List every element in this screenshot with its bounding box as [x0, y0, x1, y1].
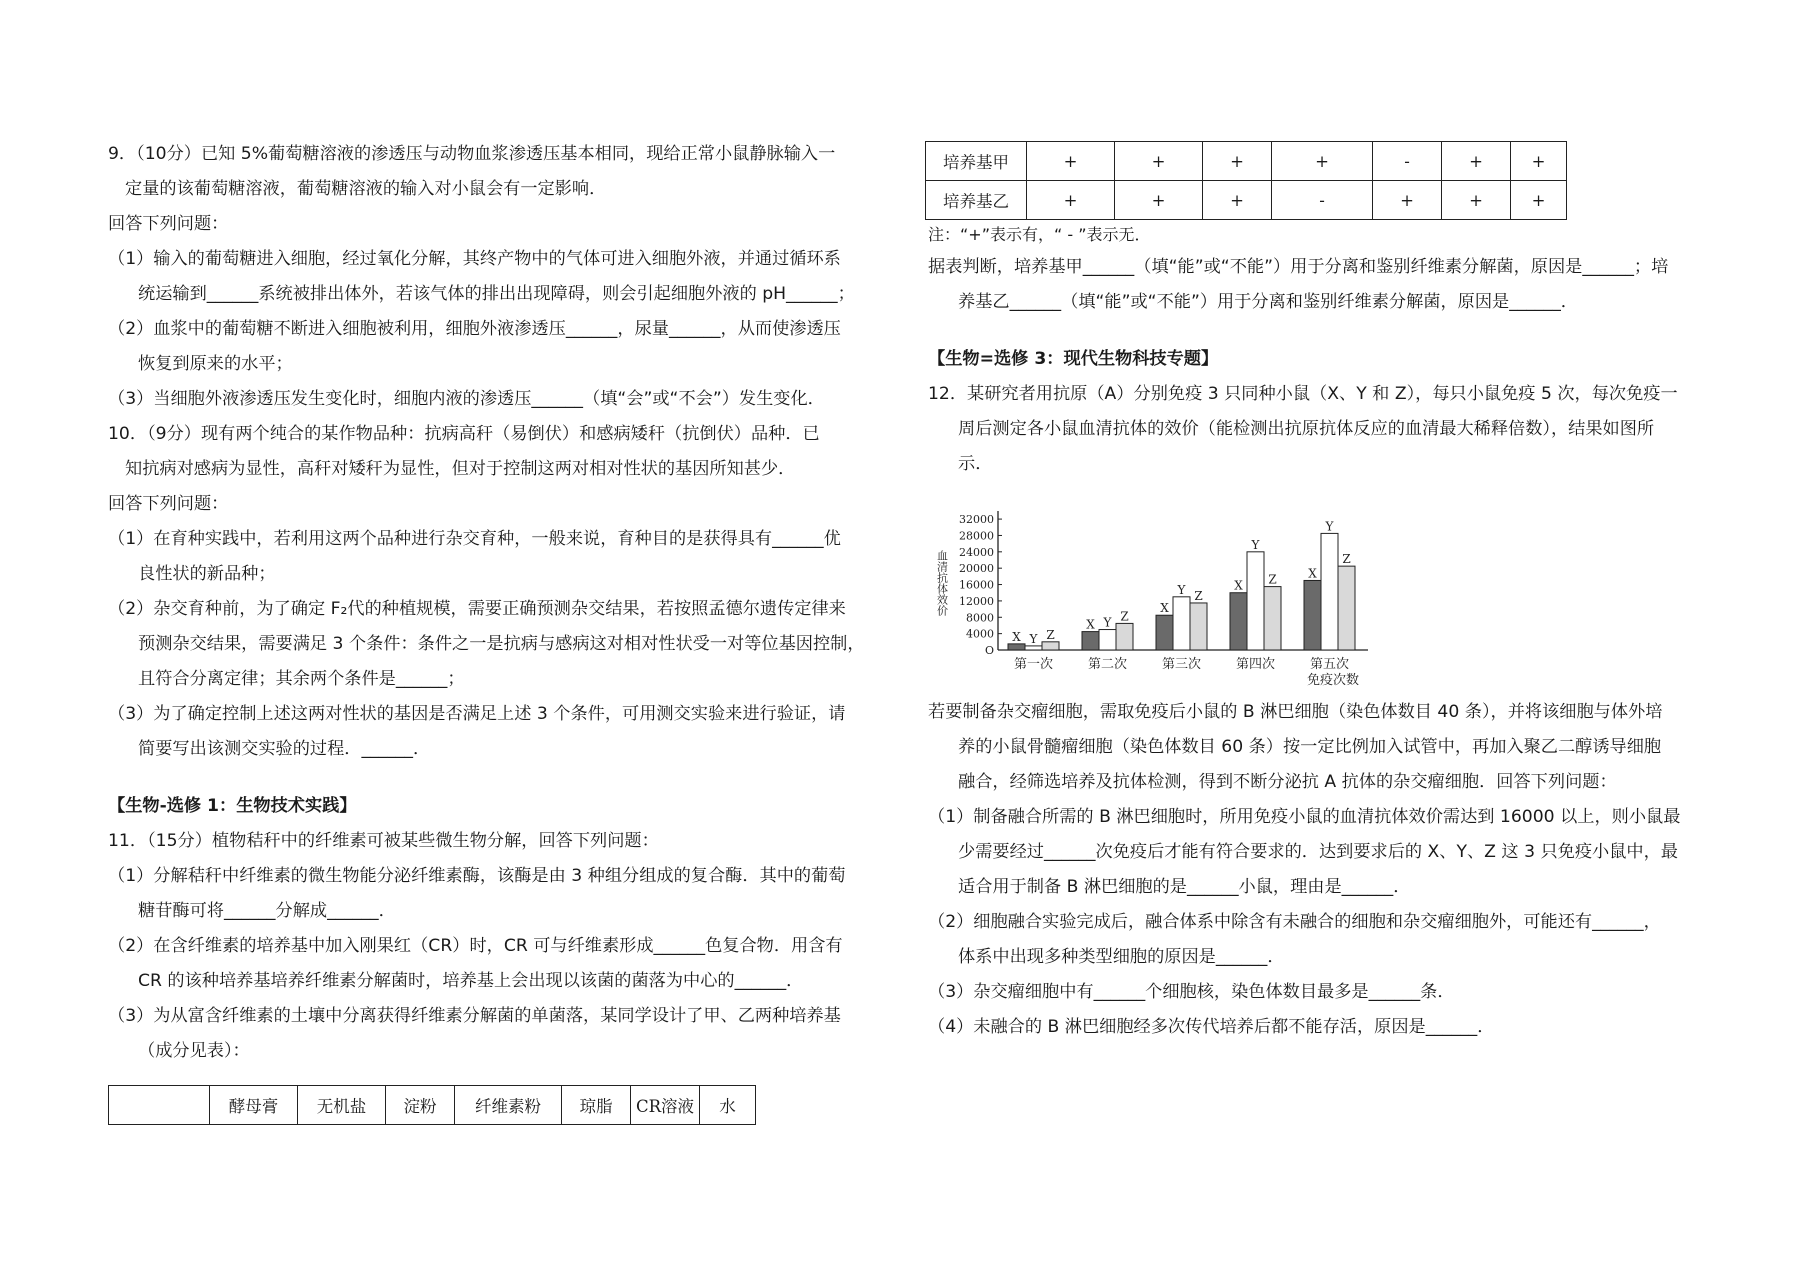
bar-series-label: Y [1177, 582, 1186, 597]
bar-y [1321, 533, 1338, 650]
bar-series-label: Z [1342, 552, 1351, 567]
y-tick-label: 12000 [959, 594, 994, 608]
right-column-bottom [928, 695, 1748, 1045]
table-row [926, 181, 1567, 220]
q10-2-line: 且符合分离定律；其余两个条件是______； [138, 669, 465, 689]
medium-signs-table [925, 141, 1567, 220]
table-cell: + [1442, 181, 1511, 220]
q12-4-line: （4）未融合的 B 淋巴细胞经多次传代培养后都不能存活，原因是______． [928, 1017, 1495, 1037]
q9-1-line: 统运输到______系统被排出体外，若该气体的排出出现障碍，则会引起细胞外液的 pH______； [138, 284, 855, 304]
bar-x [1304, 580, 1321, 650]
table-cell: + [1027, 142, 1115, 181]
y-tick-label: 28000 [959, 529, 994, 543]
bar-y [1247, 552, 1264, 650]
section-header-elective-1: 【生物-选修 1：生物技术实践】 [108, 796, 357, 816]
q12-2-line: （2）细胞融合实验完成后，融合体系中除含有未融合的细胞和杂交瘤细胞外，可能还有______， [928, 912, 1661, 932]
table-header-cell: CR溶液 [631, 1086, 700, 1125]
x-tick-label: 第五次 [1309, 657, 1350, 672]
table-cell: - [1272, 181, 1373, 220]
table-header-cell: 纤维素粉 [455, 1086, 562, 1125]
q9-line: 9．（10分）已知 5%葡萄糖溶液的渗透压与动物血浆渗透压基本相同，现给正常小鼠静脉输入一 [108, 144, 836, 164]
q10-1-line: （1）在育种实践中，若利用这两个品种进行杂交育种，一般来说，育种目的是获得具有______优 [108, 529, 841, 549]
y-tick-label: 24000 [959, 545, 994, 559]
section-header-elective-3: 【生物=选修 3：现代生物科技专题】 [928, 349, 1219, 369]
x-tick-label: 第二次 [1087, 657, 1128, 672]
table-cell [109, 1086, 210, 1125]
x-tick-label: 第三次 [1161, 657, 1202, 672]
bar-series-label: Z [1194, 588, 1203, 603]
bar-series-label: Y [1325, 519, 1334, 534]
q10-2-line: 预测杂交结果，需要满足 3 个条件：条件之一是抗病与感病这对相对性状受一对等位基因控制， [138, 634, 865, 654]
q10-1-line: 良性状的新品种； [138, 564, 276, 584]
bar-series-label: Z [1046, 627, 1055, 642]
q10-line: 10．（9分）现有两个纯合的某作物品种：抗病高秆（易倒伏）和感病矮秆（抗倒伏）品种．已 [108, 424, 820, 444]
q12-1-line: 适合用于制备 B 淋巴细胞的是______小鼠，理由是______． [958, 877, 1411, 897]
q11-3-line: （成分见表）： [138, 1041, 250, 1061]
bar-x [1082, 632, 1099, 650]
row-label: 培养基乙 [926, 181, 1027, 220]
q11-line: 11．（15分）植物秸秆中的纤维素可被某些微生物分解，回答下列问题： [108, 831, 659, 851]
q9-2-line: （2）血浆中的葡萄糖不断进入细胞被利用，细胞外液渗透压______，尿量______，从而使渗透压 [108, 319, 841, 339]
table-header-cell: 琼脂 [562, 1086, 631, 1125]
q12-1-line: （1）制备融合所需的 B 淋巴细胞时，所用免疫小鼠的血清抗体效价需达到 16000 以上，则小鼠最 [928, 807, 1681, 827]
table-note: 注：“+”表示有，“ - ”表示无． [928, 225, 1151, 244]
table-cell: + [1203, 181, 1272, 220]
q11-2-line: CR 的该种培养基培养纤维素分解菌时，培养基上会出现以该菌的菌落为中心的______． [138, 971, 804, 991]
bar-z [1190, 603, 1207, 650]
bar-series-label: Y [1103, 615, 1112, 630]
q12-body-line: 若要制备杂交瘤细胞，需取免疫后小鼠的 B 淋巴细胞（染色体数目 40 条），并将该细胞与体外培 [928, 702, 1663, 722]
bar-series-label: X [1012, 629, 1021, 644]
y-tick-label: 16000 [959, 578, 994, 592]
bar-z [1116, 623, 1133, 650]
table-cell: + [1027, 181, 1115, 220]
y-tick-label: 4000 [966, 627, 994, 641]
antibody-titer-chart [928, 505, 1388, 695]
y-axis-label: 血清抗体效价 [935, 550, 949, 616]
bar-y [1173, 597, 1190, 650]
bar-z [1338, 566, 1355, 650]
table-cell: + [1511, 142, 1567, 181]
bar-z [1264, 587, 1281, 650]
table-cell: + [1373, 181, 1442, 220]
q10-3-line: （3）为了确定控制上述这两对性状的基因是否满足上述 3 个条件，可用测交实验来进行验证，请 [108, 704, 846, 724]
bar-series-label: Z [1268, 572, 1277, 587]
bar-x [1230, 593, 1247, 650]
row-label: 培养基甲 [926, 142, 1027, 181]
q11-3-judge-line: 养基乙______（填“能”或“不能”）用于分离和鉴别纤维素分解菌，原因是______． [958, 292, 1578, 312]
bar-series-label: X [1308, 566, 1317, 581]
y-tick-label: 20000 [959, 562, 994, 576]
bar-x [1008, 644, 1025, 650]
x-axis-label: 免疫次数 [1306, 673, 1360, 688]
table-cell: + [1115, 181, 1203, 220]
table-cell: + [1115, 142, 1203, 181]
q9-1-line: （1）输入的葡萄糖进入细胞，经过氧化分解，其终产物中的气体可进入细胞外液，并通过循环系 [108, 249, 841, 269]
y-tick-label: 8000 [966, 611, 994, 625]
medium-components-table [108, 1085, 756, 1125]
bar-y [1025, 646, 1042, 650]
bar-series-label: X [1160, 601, 1169, 616]
bar-y [1099, 630, 1116, 650]
bar-series-label: Z [1120, 609, 1129, 624]
table-cell: + [1511, 181, 1567, 220]
bar-z [1042, 642, 1059, 650]
q12-1-line: 少需要经过______次免疫后才能有符合要求的．达到要求后的 X、Y、Z 这 3 只免疫小鼠中，最 [958, 842, 1678, 862]
table-header-row [109, 1086, 756, 1125]
y-tick-label: 32000 [959, 513, 994, 527]
q11-2-line: （2）在含纤维素的培养基中加入刚果红（CR）时，CR 可与纤维素形成______色复合物．用含有 [108, 936, 843, 956]
table-row [926, 142, 1567, 181]
q10-3-line: 简要写出该测交实验的过程．______． [138, 739, 431, 759]
q12-line: 周后测定各小鼠血清抗体的效价（能检测出抗原抗体反应的血清最大稀释倍数），结果如图所 [958, 419, 1655, 439]
q11-3-judge-line: 据表判断，培养基甲______（填“能”或“不能”）用于分离和鉴别纤维素分解菌，原因是______；培 [928, 257, 1669, 277]
x-tick-label: 第一次 [1013, 657, 1054, 672]
q12-body-line: 融合，经筛选培养及抗体检测，得到不断分泌抗 A 抗体的杂交瘤细胞．回答下列问题： [958, 772, 1617, 792]
table-cell: - [1373, 142, 1442, 181]
x-tick-label: 第四次 [1235, 657, 1276, 672]
q11-3-line: （3）为从富含纤维素的土壤中分离获得纤维素分解菌的单菌落，某同学设计了甲、乙两种培养基 [108, 1006, 841, 1026]
q9-2-line: 恢复到原来的水平； [138, 354, 293, 374]
bar-series-label: Y [1029, 631, 1038, 646]
q12-3-line: （3）杂交瘤细胞中有______个细胞核，染色体数目最多是______条． [928, 982, 1455, 1002]
q11-1-line: （1）分解秸秆中纤维素的微生物能分泌纤维素酶，该酶是由 3 种组分组成的复合酶．其中的葡萄 [108, 866, 846, 886]
table-header-cell: 淀粉 [386, 1086, 455, 1125]
table-header-cell: 无机盐 [298, 1086, 386, 1125]
right-column-top [928, 220, 1748, 482]
q10-2-line: （2）杂交育种前，为了确定 F₂代的种植规模，需要正确预测杂交结果，若按照孟德尔遗传定律来 [108, 599, 846, 619]
q9-line: 定量的该葡萄糖溶液，葡萄糖溶液的输入对小鼠会有一定影响． [125, 179, 607, 199]
q10-line: 知抗病对感病为显性，高秆对矮秆为显性，但对于控制这两对相对性状的基因所知甚少． [125, 459, 796, 479]
table-header-cell: 酵母膏 [210, 1086, 298, 1125]
left-column [108, 137, 908, 1069]
table-cell: + [1442, 142, 1511, 181]
y-tick-label: O [984, 644, 994, 657]
q12-line: 示． [958, 454, 993, 474]
q12-body-line: 养的小鼠骨髓瘤细胞（染色体数目 60 条）按一定比例加入试管中，再加入聚乙二醇诱导细胞 [958, 737, 1662, 757]
bar-x [1156, 615, 1173, 650]
table-cell: + [1272, 142, 1373, 181]
q9-3-line: （3）当细胞外液渗透压发生变化时，细胞内液的渗透压______（填“会”或“不会”）发生变化． [108, 389, 825, 409]
bar-series-label: X [1234, 578, 1243, 593]
table-cell: + [1203, 142, 1272, 181]
table-header-cell: 水 [700, 1086, 756, 1125]
q11-1-line: 糖苷酶可将______分解成______． [138, 901, 396, 921]
q10-prompt: 回答下列问题： [108, 494, 229, 514]
q9-prompt: 回答下列问题： [108, 214, 229, 234]
bar-series-label: Y [1251, 537, 1260, 552]
bar-series-label: X [1086, 617, 1095, 632]
q12-line: 12．某研究者用抗原（A）分别免疫 3 只同种小鼠（X、Y 和 Z），每只小鼠免疫 5 次，每次免疫一 [928, 384, 1678, 404]
q12-2-line: 体系中出现多种类型细胞的原因是______． [958, 947, 1285, 967]
